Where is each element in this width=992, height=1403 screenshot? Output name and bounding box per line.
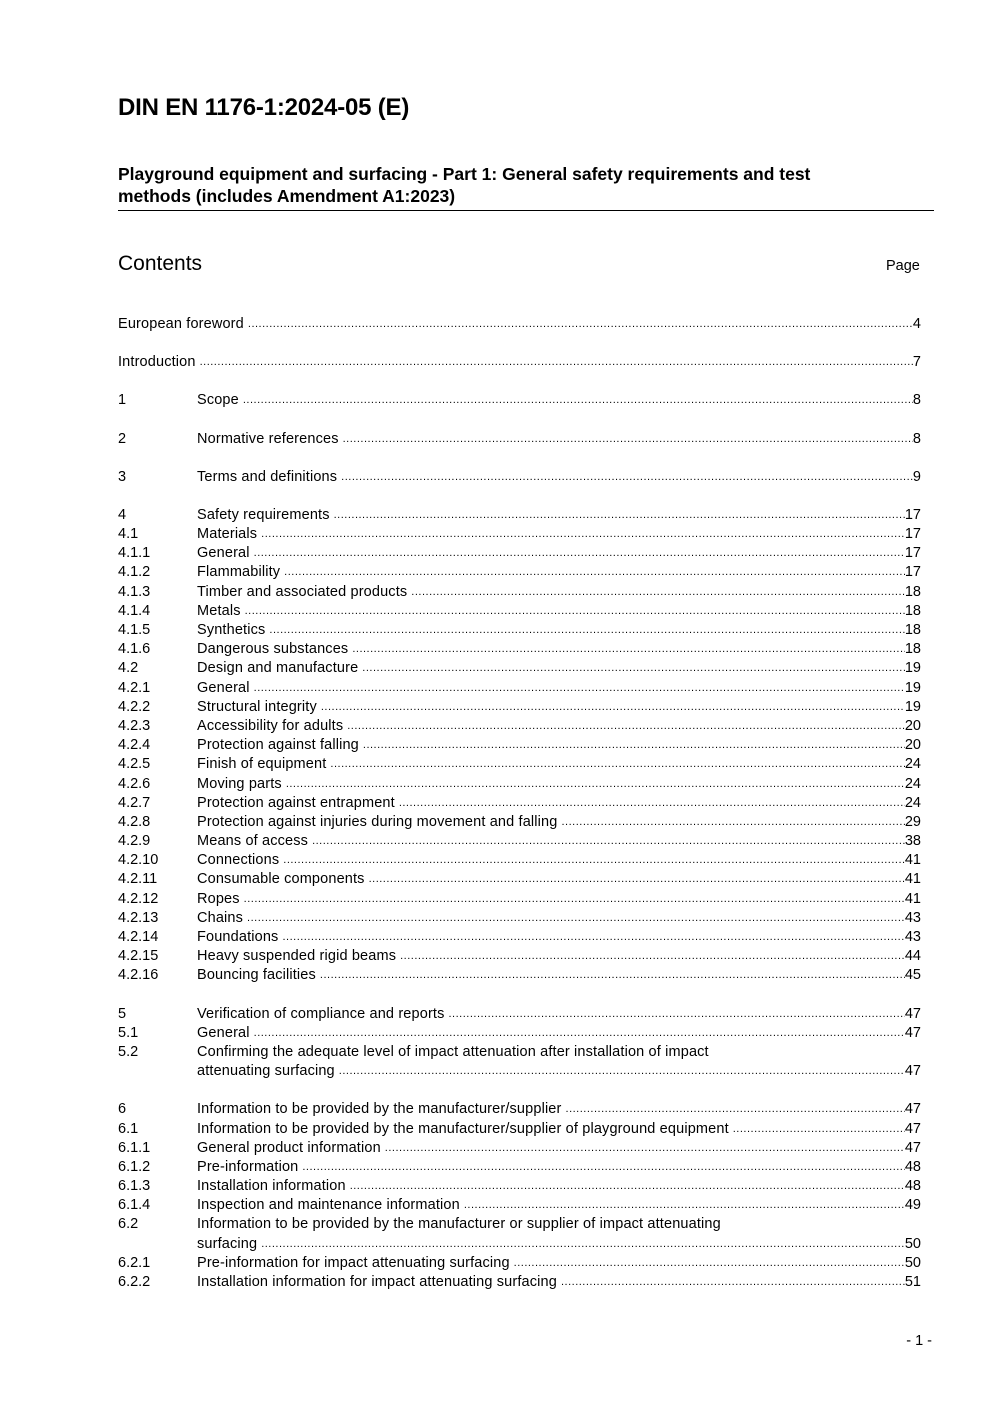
toc-entry[interactable]: [118, 1120, 921, 1139]
toc-leader-dots: [350, 1177, 905, 1196]
toc-entry-number: 4.1.6: [118, 641, 151, 658]
toc-entry-page: 24: [904, 756, 921, 773]
toc-entry-number: 4.2.8: [118, 813, 151, 830]
toc-entry-number: 6.1: [118, 1120, 139, 1137]
toc-entry-body: [197, 430, 921, 449]
toc-entry[interactable]: [118, 775, 921, 794]
toc-entry-title: General: [197, 1024, 250, 1041]
toc-entry[interactable]: [118, 717, 921, 736]
toc-entry[interactable]: [118, 890, 921, 909]
toc-leader-dots: [566, 1100, 905, 1119]
toc-entry-number: 4.2.2: [118, 698, 151, 715]
toc-entry[interactable]: [118, 1254, 921, 1273]
toc-entry-page: 24: [904, 794, 921, 811]
toc-entry-title: Synthetics: [197, 622, 266, 639]
toc-entry-page: 47: [904, 1063, 921, 1080]
toc-entry[interactable]: [118, 679, 921, 698]
toc-entry[interactable]: [118, 1196, 921, 1215]
toc-entry[interactable]: [118, 909, 921, 928]
toc-entry-title: Pre-information for impact attenuating surfacing: [197, 1254, 510, 1271]
toc-entry-page: 18: [904, 622, 921, 639]
toc-entry-number: 4.1.2: [118, 564, 151, 581]
toc-entry-title: Inspection and maintenance information: [197, 1197, 460, 1214]
toc-entry-title: Ropes: [197, 890, 240, 907]
toc-entry-page: 20: [904, 717, 921, 734]
toc-entry-title: European foreword: [118, 315, 244, 332]
toc-leader-dots: [254, 544, 905, 563]
toc-entry-body: [197, 1235, 921, 1254]
toc-entry-body: [197, 890, 921, 909]
toc-entry[interactable]: [118, 315, 921, 334]
toc-leader-dots: [283, 851, 905, 870]
toc-entry-page: 49: [904, 1197, 921, 1214]
toc-leader-dots: [200, 353, 913, 372]
toc-entry-title: Foundations: [197, 929, 279, 946]
toc-entry-title: Moving parts: [197, 775, 282, 792]
toc-entry-number: 4.2.15: [118, 948, 159, 965]
toc-entry[interactable]: [118, 468, 921, 487]
toc-leader-dots: [254, 1024, 905, 1043]
toc-leader-dots: [399, 794, 905, 813]
toc-entry-number: 5.1: [118, 1024, 139, 1041]
toc-entry-body: [197, 851, 921, 870]
toc-entry-body: [197, 813, 921, 832]
toc-leader-dots: [400, 947, 905, 966]
toc-entry-page: 43: [904, 929, 921, 946]
toc-leader-dots: [362, 659, 905, 678]
toc-entry-title: Design and manufacture: [197, 660, 359, 677]
toc-entry[interactable]: [118, 1024, 921, 1043]
toc-entry-page: 17: [904, 506, 921, 523]
toc-entry-body: [197, 1100, 921, 1119]
toc-entry-title: Terms and definitions: [197, 468, 338, 485]
toc-entry-body: [118, 315, 921, 334]
toc-leader-dots: [243, 391, 913, 410]
toc-leader-dots: [330, 755, 904, 774]
toc-entry[interactable]: [118, 755, 921, 774]
toc-entry-body: [197, 1005, 921, 1024]
toc-entry-number: 4.2.5: [118, 756, 151, 773]
toc-entry-number: 4.2.14: [118, 929, 159, 946]
toc-entry-title: surfacing: [197, 1235, 258, 1252]
toc-entry[interactable]: [118, 430, 921, 449]
toc-entry-number: 6: [118, 1101, 127, 1118]
toc-entry-title: Connections: [197, 852, 280, 869]
toc-leader-dots: [254, 679, 905, 698]
toc-entry[interactable]: [118, 640, 921, 659]
toc-entry-page: 41: [904, 852, 921, 869]
document-title-line1: Playground equipment and surfacing - Part 1: General safety requirements and test: [118, 164, 811, 184]
toc-leader-dots: [352, 640, 905, 659]
toc-entry[interactable]: [118, 391, 921, 410]
toc-entry-page: 38: [904, 833, 921, 850]
toc-entry-number: 4.2.12: [118, 890, 159, 907]
toc-entry-page: 43: [904, 909, 921, 926]
toc-leader-dots: [464, 1196, 905, 1215]
toc-entry-page: 47: [904, 1024, 921, 1041]
toc-leader-dots: [269, 621, 904, 640]
toc-entry-number: 6.2: [118, 1216, 139, 1233]
toc-entry-body: [197, 468, 921, 487]
toc-entry-body: [197, 947, 921, 966]
toc-entry-title: Flammability: [197, 564, 281, 581]
toc-entry-page: 17: [904, 526, 921, 543]
toc-entry[interactable]: [118, 564, 921, 583]
toc-entry-number: 6.1.3: [118, 1178, 151, 1195]
toc-entry-page: 17: [904, 564, 921, 581]
toc-entry-page: 41: [904, 890, 921, 907]
toc-entry-number: 3: [118, 468, 127, 485]
toc-entry-title: Installation information for impact attenuating surfacing: [197, 1274, 557, 1291]
toc-entry[interactable]: [118, 851, 921, 870]
toc-entry-continuation[interactable]: [118, 1235, 921, 1254]
toc-entry[interactable]: [118, 871, 921, 890]
toc-entry-page: 8: [912, 392, 921, 409]
toc-entry[interactable]: [118, 794, 921, 813]
toc-leader-dots: [261, 1235, 905, 1254]
toc-entry[interactable]: [118, 1273, 921, 1292]
toc-entry-body: [197, 525, 921, 544]
toc-entry-title: Introduction: [118, 354, 196, 371]
toc-entry-title: attenuating surfacing: [197, 1063, 335, 1080]
toc-entry[interactable]: [118, 1043, 921, 1062]
toc-entry-title: Accessibility for adults: [197, 717, 344, 734]
toc-entry-body: [197, 659, 921, 678]
toc-entry-title: Protection against entrapment: [197, 794, 395, 811]
toc-entry-title: Metals: [197, 602, 241, 619]
toc-entry[interactable]: [118, 1139, 921, 1158]
toc-entry-body: [197, 717, 921, 736]
toc-entry-page: 48: [904, 1178, 921, 1195]
toc-entry-title: Pre-information: [197, 1158, 299, 1175]
toc-entry-body: [197, 870, 921, 889]
toc-leader-dots: [302, 1158, 904, 1177]
toc-entry-body: [197, 794, 921, 813]
toc-entry-title: Timber and associated products: [197, 583, 408, 600]
toc-entry-page: 29: [904, 813, 921, 830]
table-of-contents: [118, 315, 921, 1292]
toc-entry-body: [197, 640, 921, 659]
toc-entry-title: General product information: [197, 1139, 381, 1156]
toc-entry-body: [197, 544, 921, 563]
toc-entry-page: 41: [904, 871, 921, 888]
toc-entry-page: 19: [904, 660, 921, 677]
toc-entry[interactable]: [118, 966, 921, 985]
toc-entry-number: 4.2.13: [118, 909, 159, 926]
toc-entry-page: 47: [904, 1139, 921, 1156]
toc-leader-dots: [449, 1005, 905, 1024]
toc-entry-page: 7: [912, 354, 921, 371]
toc-entry-title: Information to be provided by the manufacturer/supplier of playground equipment: [197, 1120, 729, 1137]
toc-leader-dots: [261, 525, 905, 544]
toc-leader-dots: [282, 928, 904, 947]
toc-entry-page: 50: [904, 1254, 921, 1271]
toc-entry-title: Materials: [197, 526, 258, 543]
toc-entry[interactable]: [118, 1216, 921, 1235]
toc-entry-number: 1: [118, 392, 127, 409]
toc-entry-title: Confirming the adequate level of impact attenuation after installation of impact: [197, 1043, 709, 1060]
toc-leader-dots: [284, 563, 905, 582]
toc-entry-body: [197, 1196, 921, 1215]
toc-entry[interactable]: [118, 1177, 921, 1196]
toc-entry-body: [197, 928, 921, 947]
toc-entry-page: 45: [904, 967, 921, 984]
toc-leader-dots: [312, 832, 905, 851]
toc-entry-body: [197, 1120, 921, 1139]
toc-leader-dots: [363, 736, 905, 755]
toc-entry-number: 4.2.1: [118, 679, 151, 696]
toc-leader-dots: [733, 1120, 905, 1139]
toc-entry-page: 47: [904, 1101, 921, 1118]
toc-entry-page: 44: [904, 948, 921, 965]
toc-leader-dots: [369, 870, 905, 889]
toc-entry-title: Structural integrity: [197, 698, 317, 715]
toc-entry-page: 51: [904, 1274, 921, 1291]
toc-entry-title: Verification of compliance and reports: [197, 1005, 445, 1022]
page-column-heading: Page: [886, 258, 920, 274]
toc-entry-number: 6.2.2: [118, 1274, 151, 1291]
toc-entry-body: [197, 583, 921, 602]
toc-entry-body: [197, 775, 921, 794]
toc-entry-body: [197, 1139, 921, 1158]
toc-leader-dots: [286, 775, 905, 794]
toc-entry-number: 4.2.3: [118, 717, 151, 734]
toc-leader-dots: [347, 717, 905, 736]
toc-entry-body: [197, 1273, 921, 1292]
toc-leader-dots: [244, 890, 905, 909]
toc-entry-page: 9: [912, 468, 921, 485]
toc-entry-page: 17: [904, 545, 921, 562]
toc-entry-body: [197, 736, 921, 755]
document-title-line2: methods (includes Amendment A1:2023): [118, 186, 456, 206]
toc-entry-number: 4.1: [118, 526, 139, 543]
toc-entry-number: 4.1.3: [118, 583, 151, 600]
toc-entry-number: 4: [118, 506, 127, 523]
toc-entry[interactable]: [118, 813, 921, 832]
document-id: DIN EN 1176-1:2024-05 (E): [118, 94, 410, 121]
toc-entry[interactable]: [118, 736, 921, 755]
toc-entry-body: [197, 506, 921, 525]
toc-entry-number: 4.2.16: [118, 967, 159, 984]
toc-entry-number: 4.1.1: [118, 545, 151, 562]
toc-leader-dots: [385, 1139, 905, 1158]
toc-entry-page: 47: [904, 1005, 921, 1022]
toc-entry-body: [197, 755, 921, 774]
toc-entry-body: [118, 353, 921, 372]
toc-entry-title: Finish of equipment: [197, 756, 327, 773]
toc-entry-title: Bouncing facilities: [197, 967, 316, 984]
toc-entry-number: 2: [118, 430, 127, 447]
toc-entry-body: [197, 966, 921, 985]
toc-leader-dots: [248, 315, 913, 334]
toc-entry-page: 4: [912, 315, 921, 332]
toc-entry-page: 24: [904, 775, 921, 792]
toc-entry-title: Protection against falling: [197, 737, 359, 754]
toc-entry-page: 19: [904, 698, 921, 715]
toc-entry-page: 48: [904, 1158, 921, 1175]
toc-entry-body: [197, 1062, 921, 1081]
toc-entry[interactable]: [118, 1005, 921, 1024]
toc-entry[interactable]: [118, 506, 921, 525]
toc-entry-title: General: [197, 545, 250, 562]
toc-entry-page: 20: [904, 737, 921, 754]
toc-entry-title: Protection against injuries during movement and falling: [197, 813, 558, 830]
document-title: [118, 163, 933, 207]
toc-entry[interactable]: [118, 947, 921, 966]
toc-entry-number: 5.2: [118, 1043, 139, 1060]
contents-heading: Contents: [118, 252, 203, 275]
toc-entry-continuation[interactable]: [118, 1062, 921, 1081]
toc-entry[interactable]: [118, 583, 921, 602]
toc-leader-dots: [561, 813, 904, 832]
toc-entry[interactable]: [118, 621, 921, 640]
toc-entry-body: [197, 1177, 921, 1196]
toc-entry-page: 8: [912, 430, 921, 447]
toc-entry-body: [197, 832, 921, 851]
toc-entry-title: Consumable components: [197, 871, 365, 888]
toc-entry-number: 4.2.10: [118, 852, 159, 869]
title-divider: [118, 210, 934, 211]
toc-entry-number: 4.2.6: [118, 775, 151, 792]
toc-entry[interactable]: [118, 602, 921, 621]
toc-entry-number: 4.2.9: [118, 833, 151, 850]
toc-entry[interactable]: [118, 1100, 921, 1119]
toc-leader-dots: [514, 1254, 905, 1273]
toc-entry-title: Information to be provided by the manufacturer/supplier: [197, 1101, 562, 1118]
toc-entry-body: [197, 679, 921, 698]
toc-entry-number: 6.1.2: [118, 1158, 151, 1175]
toc-entry-body: [197, 698, 921, 717]
toc-entry-title: Means of access: [197, 833, 309, 850]
toc-entry-title: Safety requirements: [197, 506, 330, 523]
toc-entry-body: [197, 1158, 921, 1177]
toc-leader-dots: [320, 966, 905, 985]
toc-entry[interactable]: [118, 544, 921, 563]
toc-entry-title: Information to be provided by the manufacturer or supplier of impact attenuating: [197, 1216, 721, 1233]
toc-entry-title: Normative references: [197, 430, 339, 447]
toc-entry[interactable]: [118, 1158, 921, 1177]
toc-entry-number: 4.1.4: [118, 602, 151, 619]
toc-entry-title: Scope: [197, 392, 239, 409]
toc-entry-page: 47: [904, 1120, 921, 1137]
toc-leader-dots: [321, 698, 905, 717]
toc-entry-page: 50: [904, 1235, 921, 1252]
toc-entry-body: [197, 1254, 921, 1273]
toc-entry[interactable]: [118, 832, 921, 851]
toc-leader-dots: [343, 430, 913, 449]
toc-entry-title: Heavy suspended rigid beams: [197, 948, 397, 965]
page-number: - 1 -: [906, 1333, 932, 1349]
toc-leader-dots: [341, 468, 913, 487]
toc-entry-title: Dangerous substances: [197, 641, 349, 658]
toc-leader-dots: [245, 602, 905, 621]
toc-entry-page: 18: [904, 602, 921, 619]
toc-entry[interactable]: [118, 353, 921, 372]
toc-entry-number: 6.2.1: [118, 1254, 151, 1271]
toc-entry-body: [197, 1024, 921, 1043]
toc-entry-page: 18: [904, 641, 921, 658]
toc-entry-body: [197, 391, 921, 410]
toc-leader-dots: [411, 583, 905, 602]
toc-entry-body: [197, 621, 921, 640]
toc-entry[interactable]: [118, 525, 921, 544]
toc-entry-number: 6.1.1: [118, 1139, 151, 1156]
toc-leader-dots: [334, 506, 905, 525]
toc-entry[interactable]: [118, 698, 921, 717]
toc-entry[interactable]: [118, 659, 921, 678]
toc-entry-number: 4.2.7: [118, 794, 151, 811]
toc-entry-number: 4.2.11: [118, 871, 158, 888]
toc-entry-body: [197, 909, 921, 928]
toc-entry-body: [197, 602, 921, 621]
toc-entry-body: [197, 563, 921, 582]
toc-entry-page: 19: [904, 679, 921, 696]
toc-entry-number: 5: [118, 1005, 127, 1022]
toc-entry-number: 6.1.4: [118, 1197, 151, 1214]
toc-leader-dots: [561, 1273, 905, 1292]
toc-entry-title: Installation information: [197, 1178, 346, 1195]
toc-entry-number: 4.2.4: [118, 737, 151, 754]
toc-entry-title: General: [197, 679, 250, 696]
toc-leader-dots: [339, 1062, 905, 1081]
toc-entry-number: 4.2: [118, 660, 139, 677]
toc-entry-number: 4.1.5: [118, 622, 151, 639]
toc-entry[interactable]: [118, 928, 921, 947]
toc-entry-page: 18: [904, 583, 921, 600]
toc-leader-dots: [247, 909, 905, 928]
toc-entry-title: Chains: [197, 909, 244, 926]
